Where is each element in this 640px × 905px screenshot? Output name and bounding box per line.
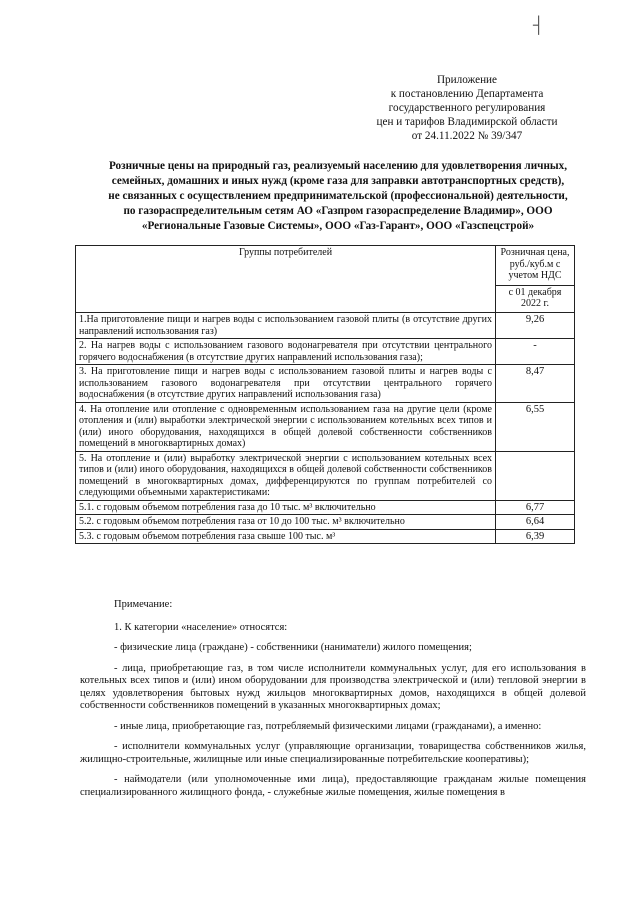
row-description: 1.На приготовление пищи и нагрев воды с использованием газовой плиты (в отсутствие других направлений использования газ) <box>76 313 496 339</box>
row-price <box>496 451 575 500</box>
notes-heading: Примечание: <box>114 599 173 610</box>
note-paragraph: 1. К категории «население» относятся: <box>114 621 288 633</box>
title-line: не связанных с осуществлением предпринимательской (профессиональной) деятельности, <box>108 190 568 202</box>
appendix-header <box>362 73 572 143</box>
row-price: 8,47 <box>496 365 575 403</box>
row-description: 3. На приготовление пищи и нагрев воды с использованием газовой плиты и нагрев воды с использованием газового водонагревателя при отсутствии центрального горячего водоснабжения (в отсутствие других направлений использования газа) <box>76 365 496 403</box>
title-line: по газораспределительным сетям АО «Газпром газораспределение Владимир», ООО <box>123 205 553 217</box>
appendix-line: к постановлению Департамента <box>390 88 544 100</box>
header-effective-date: с 01 декабря 2022 г. <box>496 285 575 312</box>
note-paragraph: - физические лица (граждане) - собственники (наниматели) жилого помещения; <box>114 642 472 653</box>
appendix-line: от 24.11.2022 № 39/347 <box>411 130 523 142</box>
note-paragraph: - исполнители коммунальных услуг (управляющие организации, товарищества собственников жилья, жилищно-строительные, жилищные или иные специализированные потребительские кооперативы); <box>80 741 586 765</box>
row-price: 6,55 <box>496 402 575 451</box>
row-price: 6,77 <box>496 500 575 515</box>
scan-mark-icon: ┤ <box>533 17 545 34</box>
table-row <box>76 515 575 530</box>
row-price: 6,39 <box>496 529 575 544</box>
table-row <box>76 365 575 403</box>
row-description: 5.2. с годовым объемом потребления газа от 10 до 100 тыс. м³ включительно <box>76 515 496 530</box>
row-description: 5. На отопление и (или) выработку электрической энергии с использованием котельных всех типов и (или) иного оборудования, находящихся в общей долевой собственности собственников помещений в многоквартирных домах, дифференцируются по группам потребителей со следующими объемными характеристиками: <box>76 451 496 500</box>
row-description: 5.1. с годовым объемом потребления газа до 10 тыс. м³ включительно <box>76 500 496 515</box>
row-description: 4. На отопление или отопление с одновременным использованием газа на другие цели (кроме отопления и (или) выработки электрической энергии с использованием котельных всех типов и (или) иного оборудования, находящихся в общей долевой собственности собственников помещений в многоквартирных домах) <box>76 402 496 451</box>
table-row <box>76 402 575 451</box>
row-description: 2. На нагрев воды с использованием газового водонагревателя при отсутствии центрального горячего водоснабжения (в отсутствие других направлений использования газа); <box>76 339 496 365</box>
notes-section <box>80 599 586 799</box>
appendix-line: государственного регулирования <box>388 102 546 114</box>
table-row <box>76 500 575 515</box>
title-line: «Региональные Газовые Системы», ООО «Газ-Гарант», ООО «Газспецстрой» <box>141 220 535 232</box>
table-row <box>76 339 575 365</box>
note-paragraph: - наймодатели (или уполномоченные ими лица), предоставляющие гражданам жилые помещения специализированного жилищного фонда, - служебные жилые помещения, жилые помещения в <box>80 774 586 798</box>
table-header-row <box>76 246 575 286</box>
title-line: семейных, домашних и иных нужд (кроме газа для заправки автотранспортных средств), <box>111 175 565 187</box>
table-row <box>76 451 575 500</box>
header-consumer-groups: Группы потребителей <box>76 246 496 313</box>
title-line: Розничные цены на природный газ, реализуемый населению для удовлетворения личных, <box>108 160 568 172</box>
appendix-line: Приложение <box>436 74 498 86</box>
appendix-line: цен и тарифов Владимирской области <box>376 116 558 128</box>
document-title <box>78 159 598 234</box>
header-retail-price: Розничная цена, руб./куб.м с учетом НДС <box>496 246 575 286</box>
note-paragraph: - иные лица, приобретающие газ, потребляемый физическими лицами (гражданами), а именно: <box>114 720 542 732</box>
row-price: 9,26 <box>496 313 575 339</box>
table-row <box>76 529 575 544</box>
row-price: 6,64 <box>496 515 575 530</box>
price-table <box>75 245 575 544</box>
row-description: 5.3. с годовым объемом потребления газа свыше 100 тыс. м³ <box>76 529 496 544</box>
table-row <box>76 313 575 339</box>
row-price: - <box>496 339 575 365</box>
note-paragraph: - лица, приобретающие газ, в том числе исполнители коммунальных услуг, для его использования в котельных всех типов и (или) ином оборудовании для производства электрической и (или) тепловой энергии в целях удовлетворения бытовых нужд жильцов многоквартирных домов, находящихся в общей долевой собственности собственников помещений в указанных многоквартирных домах; <box>80 662 586 711</box>
